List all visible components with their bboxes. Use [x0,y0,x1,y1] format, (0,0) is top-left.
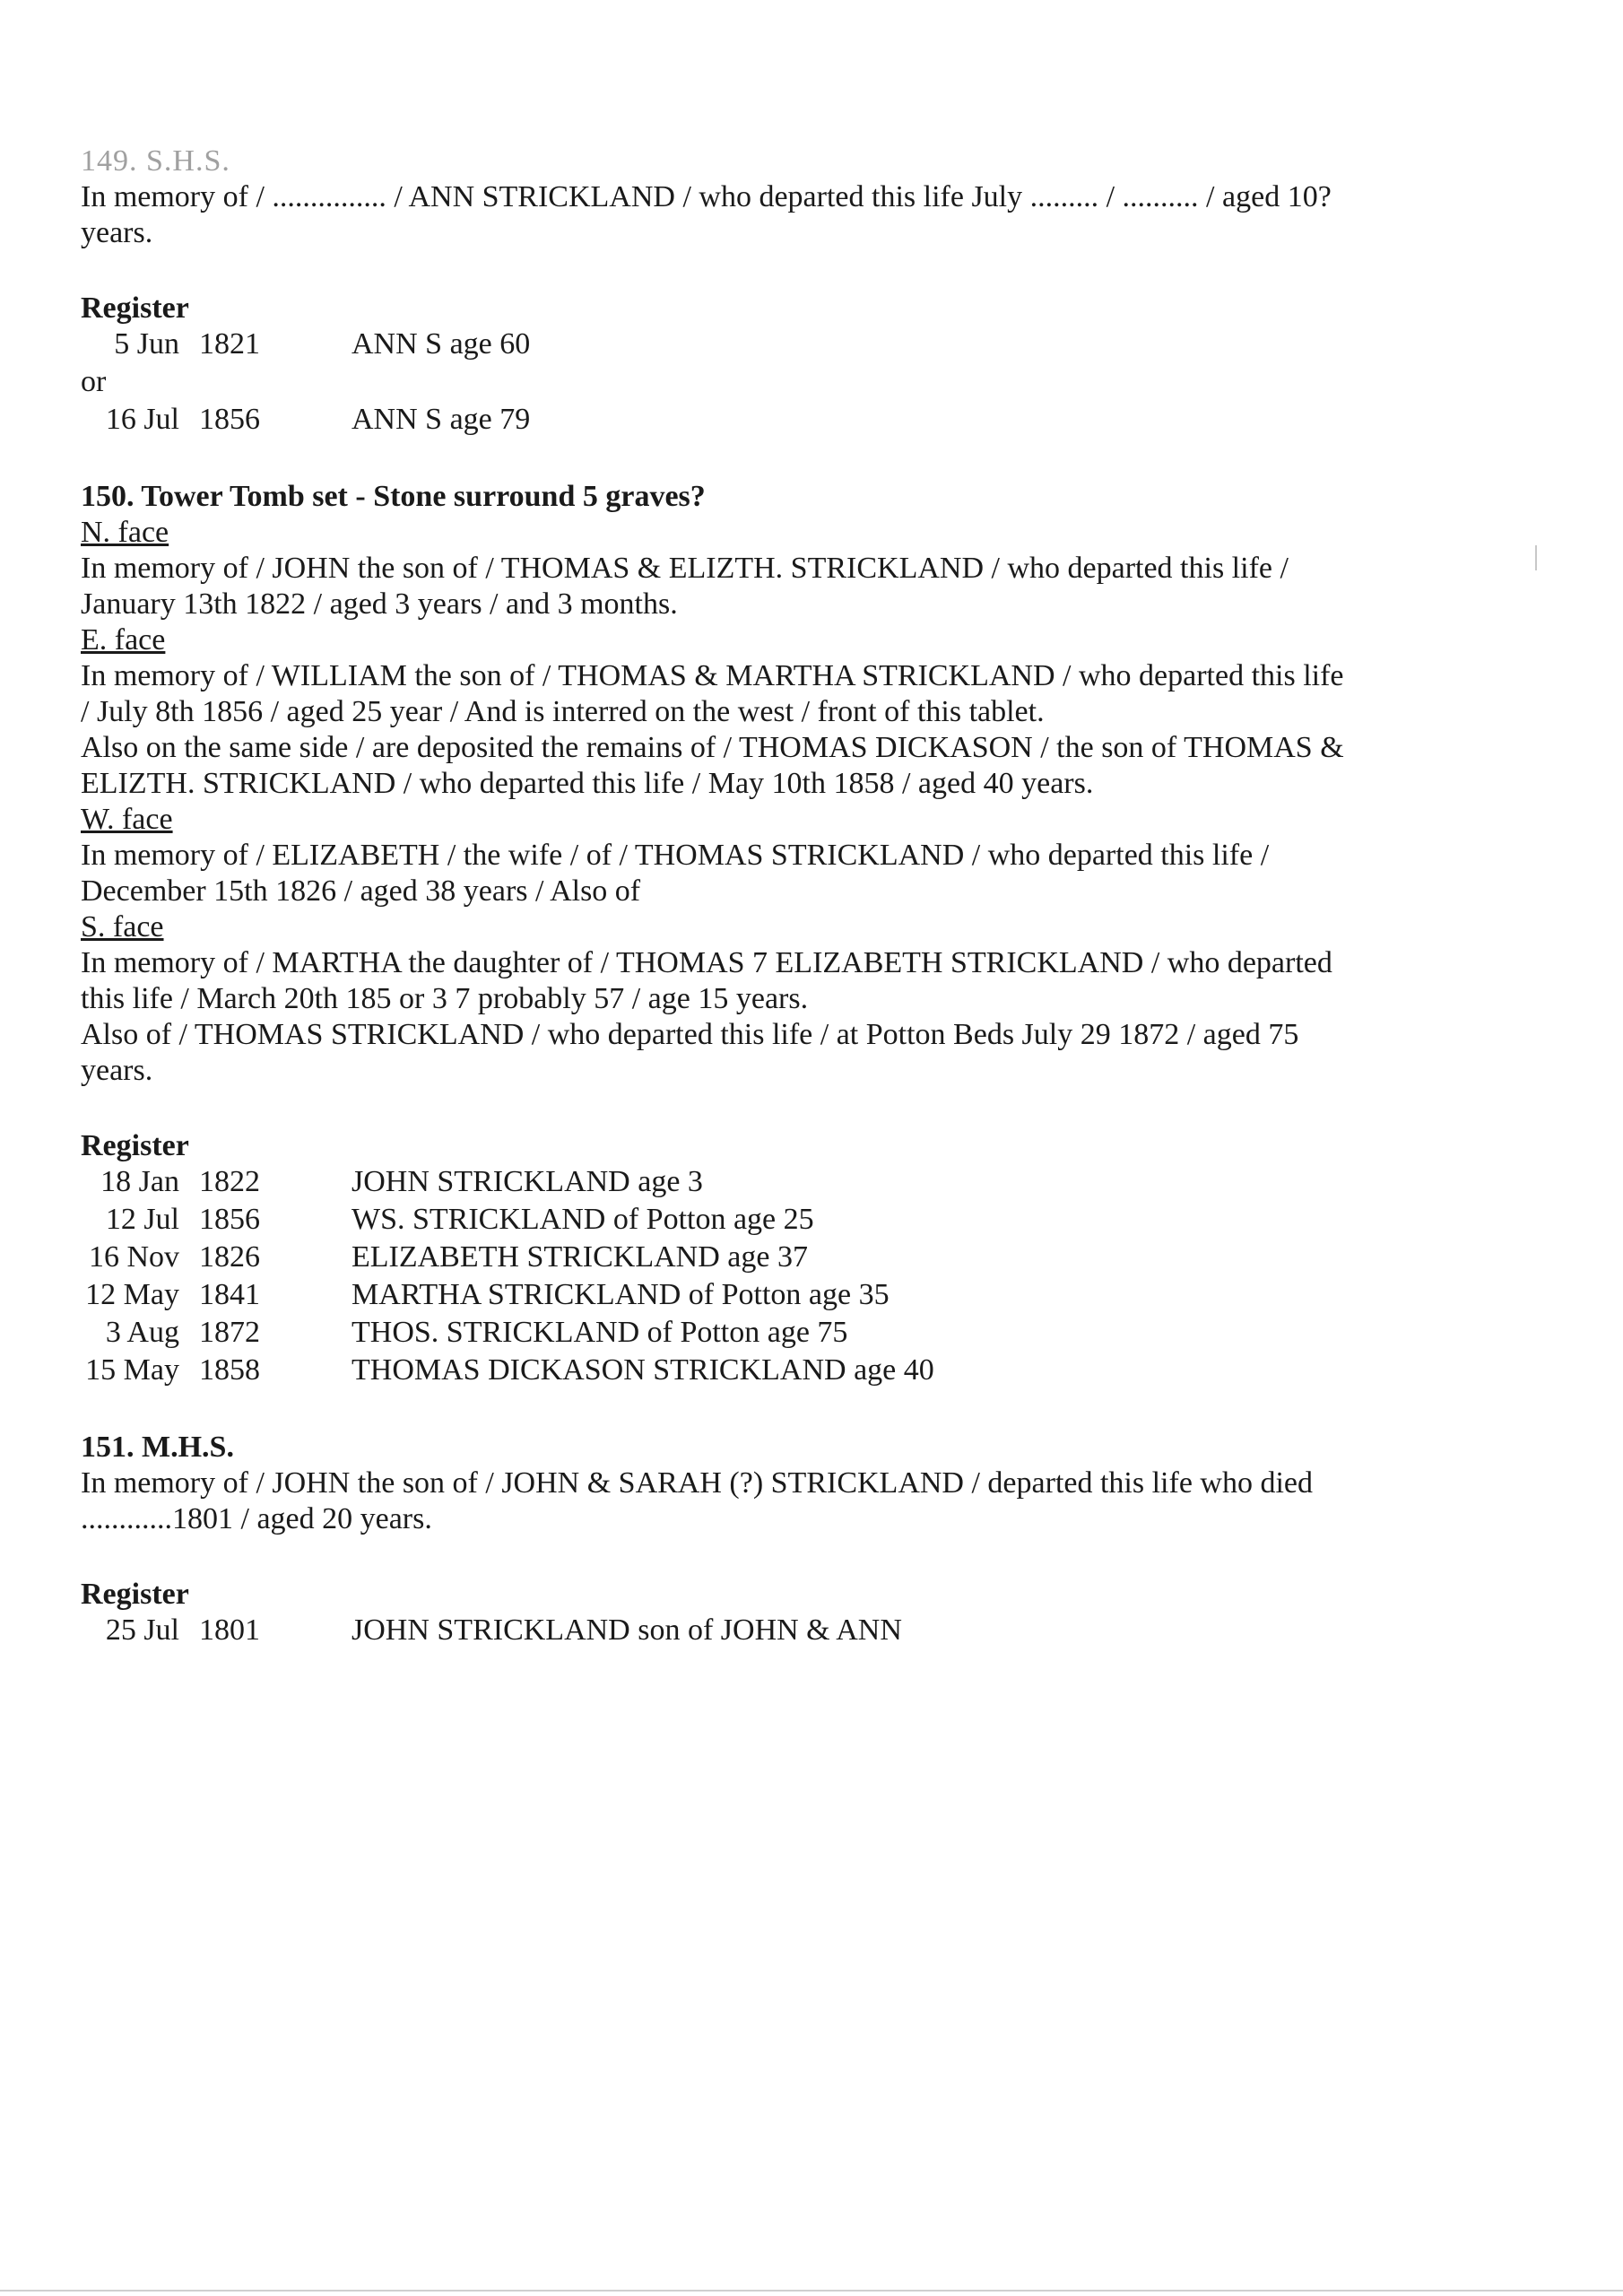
register-heading: Register [81,1578,189,1611]
register-name: MARTHA STRICKLAND of Potton age 35 [352,1278,890,1311]
entry-heading: 151. M.H.S. [81,1431,234,1464]
inscription-text: In memory of / ELIZABETH / the wife / of / THOMAS STRICKLAND / who departed this life / December 15th 1826 / aged 38 years / Also of [81,839,1270,908]
scan-edge [0,2290,1623,2292]
entry-heading: 150. Tower Tomb set - Stone surround 5 graves? [81,480,706,513]
register-year: 1822 [199,1165,260,1198]
register-year: 1801 [199,1613,260,1647]
register-name: ELIZABETH STRICKLAND age 37 [352,1240,808,1274]
entry-149 [81,144,1354,439]
entry-heading: 149. S.H.S. [81,144,230,178]
entry-151 [81,1430,1354,1650]
inscription-text: In memory of / JOHN the son of / THOMAS & ELIZTH. STRICKLAND / who departed this life / January 13th 1822 / aged 3 years / and 3 months. [81,552,1289,621]
register-year: 1821 [199,327,260,361]
register-date: 16 Nov [88,1240,179,1274]
register-year: 1841 [199,1278,260,1311]
register-date: 5 Jun [114,327,179,361]
register-name: ANN S age 79 [352,403,531,436]
register-row [81,1202,1354,1239]
entry-150 [81,479,1354,1390]
register-name: THOS. STRICKLAND of Potton age 75 [352,1316,848,1349]
register-date: 18 Jan [100,1165,179,1198]
register-year: 1856 [199,403,260,436]
register-date: 15 May [85,1353,179,1387]
register-name: THOMAS DICKASON STRICKLAND age 40 [352,1353,934,1387]
face-label-east: E. face [81,623,166,657]
inscription-text: Also on the same side / are deposited the remains of / THOMAS DICKASON / the son of THOMAS & ELIZTH. STRICKLAND / who departed this life / May 10th 1858 / aged 40 years. [81,731,1344,800]
inscription-text: In memory of / JOHN the son of / JOHN & SARAH (?) STRICKLAND / departed this life who died ............1801 / aged 20 years. [81,1466,1313,1535]
register-date: 12 Jul [105,1203,179,1236]
register-row [81,1613,1354,1650]
register-year: 1856 [199,1203,260,1236]
inscription-text: Also of / THOMAS STRICKLAND / who departed this life / at Potton Beds July 29 1872 / aged 75 years. [81,1018,1299,1087]
face-label-south: S. face [81,910,164,944]
register-name: JOHN STRICKLAND son of JOHN & ANN [352,1613,902,1647]
register-separator [81,364,1354,402]
register-row [81,1315,1354,1352]
inscription-text: In memory of / ............... / ANN STRICKLAND / who departed this life July ......... / .......... / aged 10? years. [81,180,1332,249]
register-year: 1826 [199,1240,260,1274]
register-name: WS. STRICKLAND of Potton age 25 [352,1203,814,1236]
register-or: or [81,365,107,398]
register-row [81,326,1354,364]
face-label-west: W. face [81,803,173,836]
register-heading: Register [81,1129,189,1162]
register-date: 16 Jul [105,403,179,436]
register-date: 3 Aug [105,1316,179,1349]
register-row [81,1277,1354,1315]
register-row [81,1352,1354,1390]
inscription-text: In memory of / MARTHA the daughter of / THOMAS 7 ELIZABETH STRICKLAND / who departed this life / March 20th 185 or 3 7 probably 57 / age 15 years. [81,946,1332,1015]
register-date: 12 May [85,1278,179,1311]
register-row [81,1164,1354,1202]
register-year: 1858 [199,1353,260,1387]
document-content [81,144,1354,1650]
register-row [81,402,1354,439]
register-year: 1872 [199,1316,260,1349]
register-heading: Register [81,291,189,325]
register-name: JOHN STRICKLAND age 3 [352,1165,703,1198]
scan-mark [1535,545,1537,570]
face-label-north: N. face [81,516,169,549]
register-date: 25 Jul [105,1613,179,1647]
register-name: ANN S age 60 [352,327,531,361]
register-row [81,1239,1354,1277]
inscription-text: In memory of / WILLIAM the son of / THOMAS & MARTHA STRICKLAND / who departed this life / July 8th 1856 / aged 25 year / And is interred on the west / front of this tablet. [81,659,1344,728]
